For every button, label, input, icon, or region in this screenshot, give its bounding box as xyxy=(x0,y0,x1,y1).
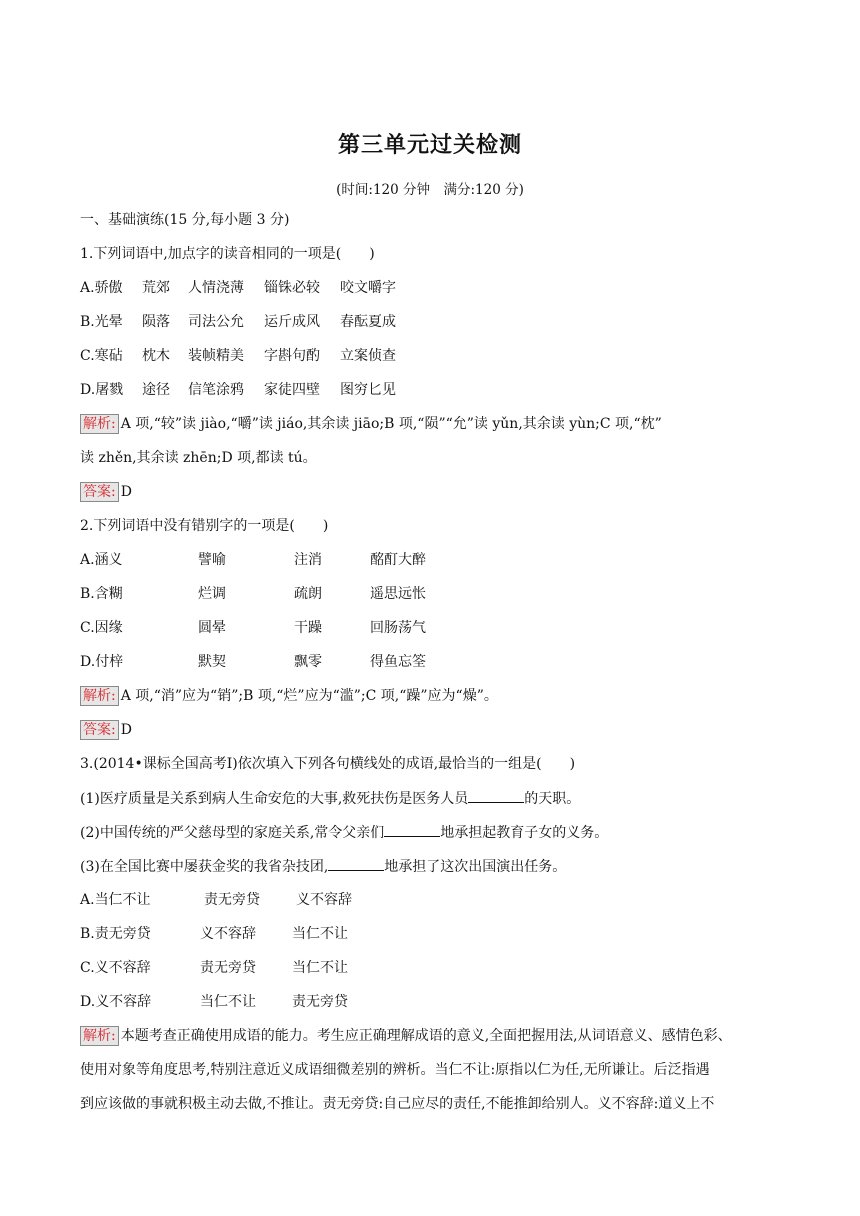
option-text: C.义不容辞 xyxy=(80,960,151,976)
option-text: 途径 xyxy=(142,382,170,398)
fill-blank xyxy=(468,788,524,803)
option-text: 得鱼忘筌 xyxy=(370,654,426,670)
option-text: 字斟句酌 xyxy=(264,348,320,364)
exam-time-score: (时间:120 分钟 满分:120 分) xyxy=(336,182,524,198)
option-text: 责无旁贷 xyxy=(200,960,256,976)
q2-analysis xyxy=(80,686,498,706)
analysis-tag: 解析: xyxy=(80,414,119,434)
q1-answer xyxy=(80,482,132,502)
q2-option-a xyxy=(80,550,780,570)
option-text: A.涵义 xyxy=(80,552,123,568)
q1-option-c xyxy=(80,346,780,366)
option-text: 义不容辞 xyxy=(200,926,256,942)
q3-analysis-cont: 到应该做的事就积极主动去做,不推让。责无旁贷:自己应尽的责任,不能推卸给别人。义不容辞:道义上不 xyxy=(80,1096,715,1112)
q3-analysis xyxy=(80,1026,732,1046)
option-text: D.义不容辞 xyxy=(80,994,152,1010)
answer-value: D xyxy=(120,484,132,500)
q3-option-a xyxy=(80,890,780,910)
option-text: 义不容辞 xyxy=(296,892,352,908)
q3-analysis-cont: 使用对象等角度思考,特别注意近义成语细微差别的辨析。当仁不让:原指以仁为任,无所谦让。后泛指遇 xyxy=(80,1062,710,1078)
analysis-tag: 解析: xyxy=(80,1026,119,1046)
fill-blank xyxy=(328,856,384,871)
q1-analysis-cont: 读 zhěn,其余读 zhēn;D 项,都读 tú。 xyxy=(80,450,317,466)
option-text: 运斤成风 xyxy=(264,314,320,330)
option-text: 咬文嚼字 xyxy=(340,280,396,296)
option-text: 干躁 xyxy=(294,620,322,636)
option-text: B.光晕 xyxy=(80,314,123,330)
option-text: 当仁不让 xyxy=(292,926,348,942)
q3-sentence-1: (1)医疗质量是关系到病人生命安危的大事,救死扶伤是医务人员 的天职。 xyxy=(80,788,580,809)
option-text: A.当仁不让 xyxy=(80,892,151,908)
option-text: 圆晕 xyxy=(198,620,226,636)
q2-answer xyxy=(80,720,132,740)
option-text: 陨落 xyxy=(142,314,170,330)
option-text: 疏朗 xyxy=(294,586,322,602)
option-text: 信笔涂鸦 xyxy=(188,382,244,398)
analysis-text: A 项,“较”读 jiào,“嚼”读 jiáo,其余读 jiāo;B 项,“陨”“允”读 yǔn,其余读 yùn;C 项,“枕” xyxy=(120,416,662,432)
option-text: D.付梓 xyxy=(80,654,124,670)
q1-option-d xyxy=(80,380,780,400)
option-text: 司法公允 xyxy=(188,314,244,330)
option-text: 当仁不让 xyxy=(200,994,256,1010)
q3-sentence-2: (2)中国传统的严父慈母型的家庭关系,常令父亲们 地承担起教育子女的义务。 xyxy=(80,822,608,843)
q2-option-b xyxy=(80,584,780,604)
option-text: 装帧精美 xyxy=(188,348,244,364)
page-title: 第三单元过关检测 xyxy=(337,133,522,158)
option-text: 枕木 xyxy=(142,348,170,364)
option-text: 当仁不让 xyxy=(292,960,348,976)
section-heading: 一、基础演练(15 分,每小题 3 分) xyxy=(80,212,290,228)
option-text: B.责无旁贷 xyxy=(80,926,151,942)
q3-option-d xyxy=(80,992,780,1012)
q2-option-c xyxy=(80,618,780,638)
option-text: 锱铢必较 xyxy=(264,280,320,296)
fill-blank xyxy=(384,822,440,837)
option-text: 注消 xyxy=(294,552,322,568)
q3-stem: 3.(2014•课标全国高考Ⅰ)依次填入下列各句横线处的成语,最恰当的一组是( ) xyxy=(80,756,576,772)
option-text: 图穷匕见 xyxy=(340,382,396,398)
option-text: D.屠戮 xyxy=(80,382,124,398)
answer-tag: 答案: xyxy=(80,482,119,502)
q3-option-b xyxy=(80,924,780,944)
option-text: 飘零 xyxy=(294,654,322,670)
option-text: C.寒砧 xyxy=(80,348,123,364)
option-text: 烂调 xyxy=(198,586,226,602)
option-text: 责无旁贷 xyxy=(204,892,260,908)
option-text: 酩酊大醉 xyxy=(370,552,426,568)
option-text: 春酝夏成 xyxy=(340,314,396,330)
option-text: B.含糊 xyxy=(80,586,123,602)
option-text: A.骄傲 xyxy=(80,280,123,296)
analysis-tag: 解析: xyxy=(80,686,119,706)
analysis-text: A 项,“消”应为“销”;B 项,“烂”应为“滥”;C 项,“躁”应为“燥”。 xyxy=(120,688,498,704)
q1-analysis xyxy=(80,414,662,434)
q2-stem: 2.下列词语中没有错别字的一项是( ) xyxy=(80,518,329,534)
option-text: 遥思远怅 xyxy=(370,586,426,602)
q1-option-b xyxy=(80,312,780,332)
option-text: 立案侦查 xyxy=(340,348,396,364)
option-text: 荒郊 xyxy=(142,280,170,296)
option-text: 家徒四壁 xyxy=(264,382,320,398)
option-text: 回肠荡气 xyxy=(370,620,426,636)
option-text: 譬喻 xyxy=(198,552,226,568)
q3-sentence-3: (3)在全国比赛中屡获金奖的我省杂技团, 地承担了这次出国演出任务。 xyxy=(80,856,566,877)
q2-option-d xyxy=(80,652,780,672)
option-text: 默契 xyxy=(198,654,226,670)
q3-option-c xyxy=(80,958,780,978)
analysis-text: 本题考查正确使用成语的能力。考生应正确理解成语的意义,全面把握用法,从词语意义、感情色彩、 xyxy=(120,1028,732,1044)
option-text: 责无旁贷 xyxy=(292,994,348,1010)
q1-stem: 1.下列词语中,加点字的读音相同的一项是( ) xyxy=(80,246,375,262)
option-text: 人情浇薄 xyxy=(188,280,244,296)
answer-value: D xyxy=(120,722,132,738)
answer-tag: 答案: xyxy=(80,720,119,740)
option-text: C.因缘 xyxy=(80,620,123,636)
q1-option-a xyxy=(80,278,780,298)
